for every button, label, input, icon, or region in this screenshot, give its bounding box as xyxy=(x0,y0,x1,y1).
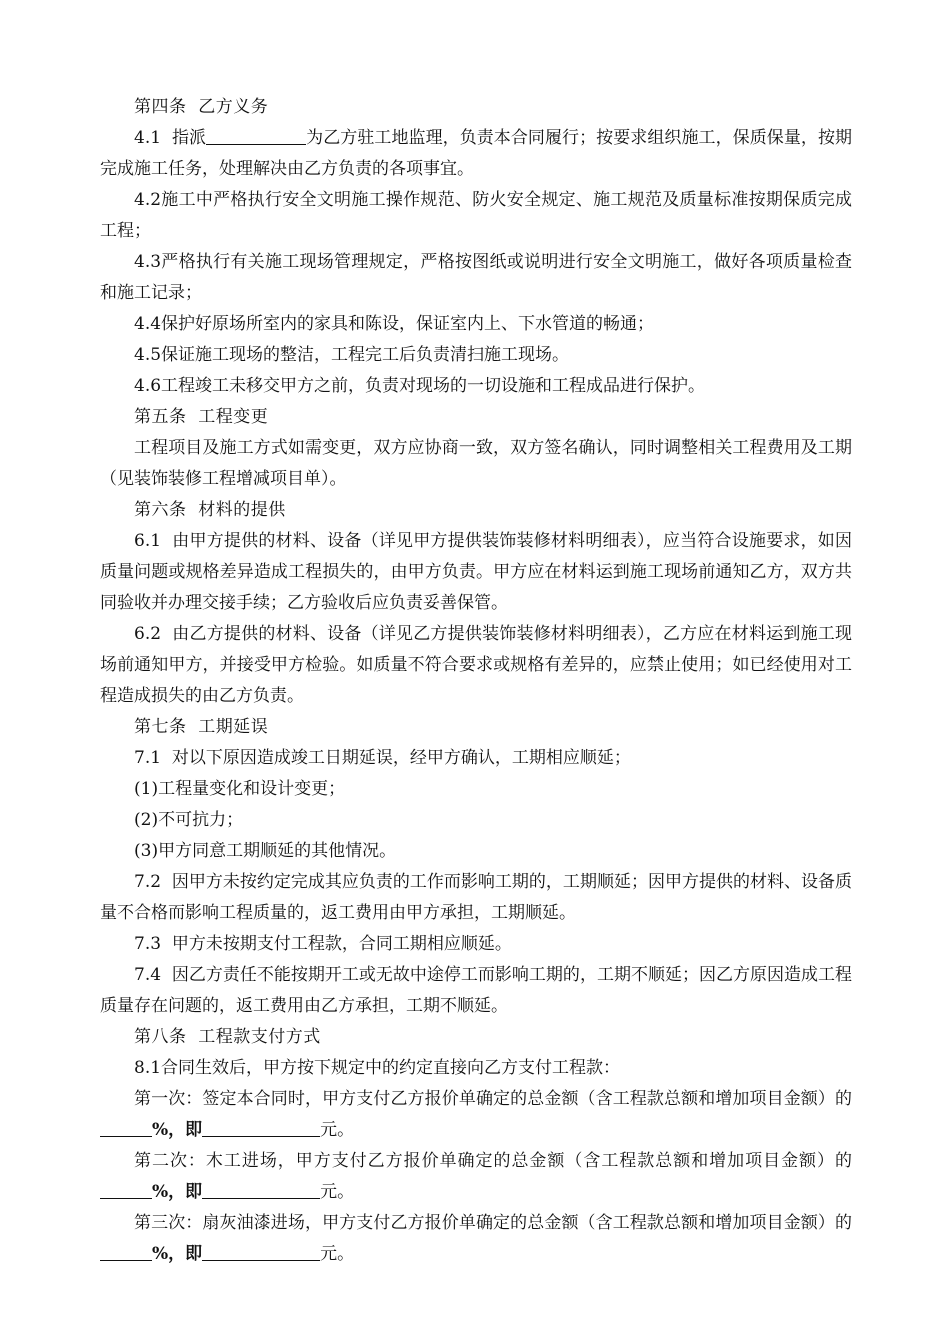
payment-2-amount-blank[interactable] xyxy=(202,1178,320,1199)
payment-1 xyxy=(100,1084,852,1146)
payment-2-yuan-label: 元。 xyxy=(320,1182,355,1202)
payment-2-percent-blank[interactable] xyxy=(100,1178,152,1199)
clause-7-4: 7.4 因乙方责任不能按期开工或无故中途停工而影响工期的，工期不顺延；因乙方原因造成工程质量存在问题的，返工费用由乙方承担，工期不顺延。 xyxy=(100,965,852,1016)
payment-3-amount-blank[interactable] xyxy=(202,1240,320,1261)
clause-4-1-prefix: 4.1 指派 xyxy=(134,128,207,148)
payment-1-percent-blank[interactable] xyxy=(100,1116,152,1137)
clause-8-1: 8.1合同生效后，甲方按下规定中的约定直接向乙方支付工程款： xyxy=(134,1058,621,1078)
contract-body xyxy=(100,92,852,1270)
clause-4-1 xyxy=(100,123,852,185)
clause-7-3: 7.3 甲方未按期支付工程款，合同工期相应顺延。 xyxy=(134,934,512,954)
clause-4-5: 4.5保证施工现场的整洁，工程完工后负责清扫施工现场。 xyxy=(134,345,570,365)
payment-2-text: 第二次：木工进场，甲方支付乙方报价单确定的总金额（含工程款总额和增加项目金额）的 xyxy=(134,1151,852,1171)
clause-7-1-item-2: (2)不可抗力； xyxy=(134,810,244,830)
payment-2 xyxy=(100,1146,852,1208)
clause-7-2: 7.2 因甲方未按约定完成其应负责的工作而影响工期的，工期顺延；因甲方提供的材料、设备质量不合格而影响工程质量的，返工费用由甲方承担，工期顺延。 xyxy=(100,872,852,923)
payment-1-text: 第一次：签定本合同时，甲方支付乙方报价单确定的总金额（含工程款总额和增加项目金额）的 xyxy=(134,1089,852,1109)
article-6-heading: 第六条 材料的提供 xyxy=(134,500,286,520)
clause-4-3: 4.3严格执行有关施工现场管理规定，严格按图纸或说明进行安全文明施工，做好各项质量检查和施工记录； xyxy=(100,252,852,303)
clause-7-1-item-1: (1)工程量变化和设计变更； xyxy=(134,779,346,799)
payment-1-yuan-label: 元。 xyxy=(320,1120,355,1140)
payment-3 xyxy=(100,1208,852,1270)
clause-6-1: 6.1 由甲方提供的材料、设备（详见甲方提供装饰装修材料明细表），应当符合设施要求，如因质量问题或规格差异造成工程损失的，由甲方负责。甲方应在材料运到施工现场前通知乙方，双方共同验收并办理交接手续；乙方验收后应负责妥善保管。 xyxy=(100,531,852,613)
supervisor-name-blank[interactable] xyxy=(206,124,306,145)
payment-3-percent-label: %，即 xyxy=(152,1244,203,1264)
clause-7-1: 7.1 对以下原因造成竣工日期延误，经甲方确认，工期相应顺延； xyxy=(134,748,631,768)
clause-4-2: 4.2施工中严格执行安全文明施工操作规范、防火安全规定、施工规范及质量标准按期保质完成工程； xyxy=(100,190,852,241)
article-8-heading: 第八条 工程款支付方式 xyxy=(134,1027,321,1047)
payment-2-percent-label: %，即 xyxy=(152,1182,203,1202)
clause-4-6: 4.6工程竣工未移交甲方之前，负责对现场的一切设施和工程成品进行保护。 xyxy=(134,376,706,396)
payment-3-text: 第三次：扇灰油漆进场，甲方支付乙方报价单确定的总金额（含工程款总额和增加项目金额）的 xyxy=(134,1213,852,1233)
payment-3-percent-blank[interactable] xyxy=(100,1240,152,1261)
payment-1-amount-blank[interactable] xyxy=(202,1116,320,1137)
clause-4-4: 4.4保护好原场所室内的家具和陈设，保证室内上、下水管道的畅通； xyxy=(134,314,655,334)
article-7-heading: 第七条 工期延误 xyxy=(134,717,269,737)
payment-1-percent-label: %，即 xyxy=(152,1120,203,1140)
clause-5: 工程项目及施工方式如需变更，双方应协商一致，双方签名确认，同时调整相关工程费用及工期（见装饰装修工程增减项目单）。 xyxy=(100,438,852,489)
article-4-heading: 第四条 乙方义务 xyxy=(134,97,269,117)
clause-6-2: 6.2 由乙方提供的材料、设备（详见乙方提供装饰装修材料明细表），乙方应在材料运到施工现场前通知甲方，并接受甲方检验。如质量不符合要求或规格有差异的，应禁止使用；如已经使用对工程造成损失的由乙方负责。 xyxy=(100,624,852,706)
payment-3-yuan-label: 元。 xyxy=(320,1244,355,1264)
clause-7-1-item-3: (3)甲方同意工期顺延的其他情况。 xyxy=(134,841,397,861)
clause-4-1-text: 为乙方驻工地监理，负责本合同履行；按要求组织施工，保质保量，按期完成施工任务，处理解决由乙方负责的各项事宜。 xyxy=(100,128,853,179)
article-5-heading: 第五条 工程变更 xyxy=(134,407,269,427)
